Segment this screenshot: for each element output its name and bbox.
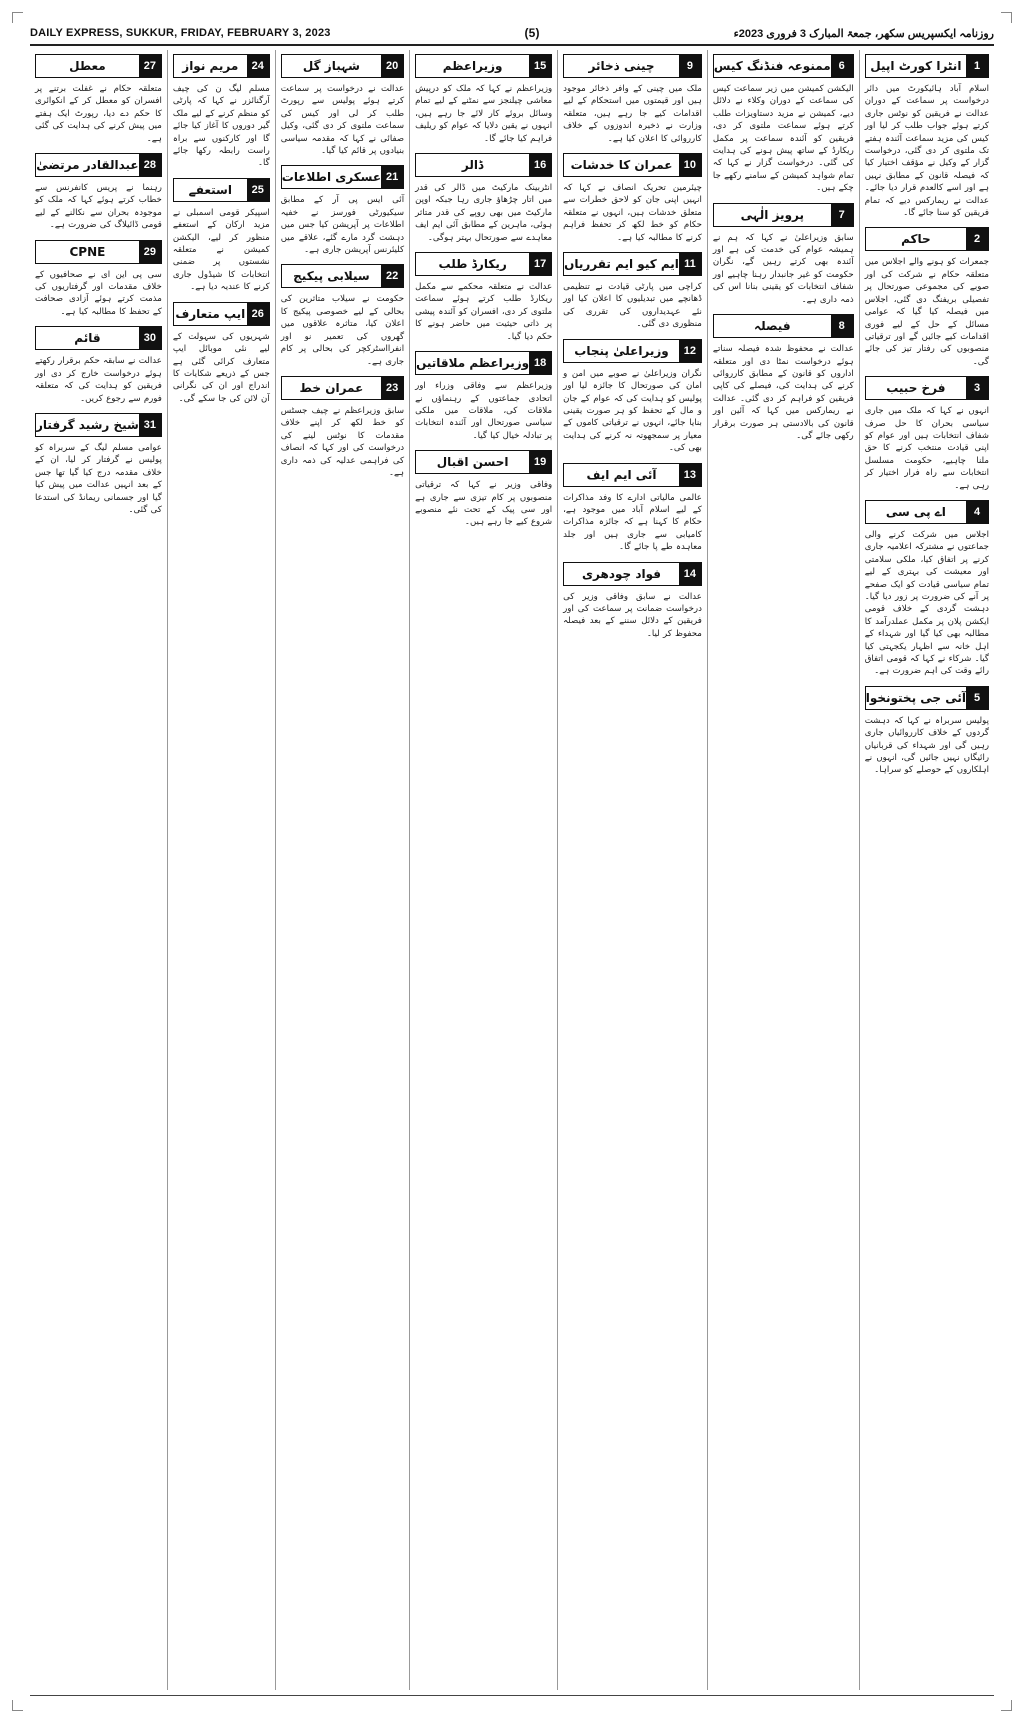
story-number-badge: 8 <box>831 315 853 337</box>
story <box>35 326 162 405</box>
story-number-badge: 11 <box>679 253 701 275</box>
crop-mark-bottom-left <box>12 1700 23 1711</box>
story-headline: انٹرا کورٹ اپیل <box>870 59 962 73</box>
column-2 <box>707 50 859 1690</box>
story <box>713 54 854 195</box>
story-headline-box <box>563 54 702 78</box>
story-body-text: مسلم لیگ ن کی چیف آرگنائزر نے کہا کہ پارٹی کو منظم کرنے کے لیے ملک گیر دوروں کا آغاز کیا جائے گا اور کارکنوں سے براہ راست رابطہ رکھا جائے گا۔ <box>172 84 270 169</box>
story-headline: اے پی سی <box>885 504 946 519</box>
story-headline: ایپ متعارف <box>175 306 246 321</box>
story-headline-box <box>173 54 270 78</box>
story-headline-box <box>865 227 989 251</box>
story-number-badge: 18 <box>529 352 551 374</box>
story-headline-box <box>281 165 404 189</box>
story-number-badge: 9 <box>679 55 701 77</box>
story-body-text: چیئرمین تحریک انصاف نے کہا کہ انہیں اپنی جان کو لاحق خطرات سے متعلق خدشات ہیں، انہوں نے متعلقہ حکام کو خط لکھ کر تحفظ فراہم کرنے کا مطالبہ کیا ہے۔ <box>563 183 702 243</box>
story <box>563 54 702 145</box>
story-number-badge: 17 <box>529 253 551 275</box>
story-number-badge: 30 <box>139 327 161 349</box>
story <box>281 165 404 256</box>
story-headline-box <box>563 153 702 177</box>
story-headline-box <box>415 252 552 276</box>
story-headline: فیصلہ <box>754 319 791 334</box>
story-headline-box <box>415 450 552 474</box>
story <box>563 153 702 244</box>
story <box>563 463 702 554</box>
story-body-text: پولیس سربراہ نے کہا کہ دہشت گردوں کے خلاف کارروائیاں جاری رہیں گی اور شہداء کی قربانیاں رائیگاں نہیں جائیں گی، انہوں نے اہلکاروں کے حوصلے کو سراہا۔ <box>864 715 989 776</box>
story-headline-box <box>35 54 162 78</box>
story-headline-box <box>713 314 854 338</box>
story-number-badge: 13 <box>679 464 701 486</box>
story-body-text: وزیراعظم سے وفاقی وزراء اور اتحادی جماعتوں کے رہنماؤں نے ملاقات کی، ملاقات میں ملکی سیاسی صورتحال اور آئندہ انتخابات پر تبادلہ خیال کیا گیا۔ <box>415 381 553 441</box>
story <box>713 314 854 442</box>
story-headline: ایم کیو ایم تقرریاں <box>564 257 679 272</box>
story <box>865 54 989 219</box>
story-headline: احسن اقبال <box>436 455 509 470</box>
story-headline: استعفے <box>188 182 232 197</box>
story-number-badge: 14 <box>679 563 701 585</box>
story <box>415 351 552 442</box>
page-header <box>30 22 994 46</box>
story-body-text: عالمی مالیاتی ادارے کا وفد مذاکرات کے لیے اسلام آباد میں موجود ہے، حکام کا کہنا ہے کہ جائزہ مذاکرات کامیابی سے جاری ہیں اور جلد معاہدہ طے پا جائے گا۔ <box>563 492 702 553</box>
story-headline-box <box>35 153 162 177</box>
story-headline: قائم <box>74 331 101 346</box>
story-headline: چینی ذخائر <box>588 59 655 73</box>
story-headline: آئی ایم ایف <box>586 467 657 482</box>
story <box>865 500 989 678</box>
story-body-text: عدالت نے محفوظ شدہ فیصلہ سناتے ہوئے درخواست نمٹا دی اور متعلقہ اداروں کو قانون کے مطابق کارروائی کرنے کی ہدایت کی، فیصلے کی کاپی فریقین کو فراہم کر دی گئی۔ عدالت نے ریمارکس میں کہا کہ آئین اور قانون کی بالادستی ہر صورت برقرار رکھی جائے گی۔ <box>712 344 854 441</box>
header-urdu-dateline: روزنامہ ایکسپریس سکھر، جمعۃ المبارک 3 فروری 2023ء <box>733 27 994 40</box>
story-headline: آئی جی پختونخوا <box>865 690 966 705</box>
story-number-badge: 21 <box>381 166 403 188</box>
story-number-badge: 19 <box>529 451 551 473</box>
story-headline-box <box>35 326 162 350</box>
column-4 <box>409 50 557 1690</box>
story-number-badge: 10 <box>679 154 701 176</box>
story <box>35 240 162 319</box>
story-headline-box <box>713 203 854 227</box>
story <box>281 264 404 367</box>
story-number-badge: 1 <box>966 55 988 77</box>
story-body-text: آئی ایس پی آر کے مطابق سیکیورٹی فورسز نے خفیہ اطلاعات پر آپریشن کیا جس میں دہشت گرد مارے گئے، علاقے میں کلیئرنس آپریشن جاری ہے۔ <box>280 195 405 256</box>
story-headline: وزیراعظم <box>442 59 503 73</box>
story-number-badge: 4 <box>966 501 988 523</box>
story-headline: سیلابی پیکیج <box>293 269 370 284</box>
story-headline-box <box>35 240 162 264</box>
story-headline: CPNE <box>69 244 106 259</box>
story <box>563 562 702 641</box>
story-body-text: عدالت نے درخواست پر سماعت کرتے ہوئے پولیس سے رپورٹ طلب کر لی اور کیس کی سماعت ملتوی کر دی گئی، وکیل صفائی نے کہا کہ مقدمہ سیاسی بنیادوں پر قائم کیا گیا۔ <box>280 84 405 157</box>
story-headline-box <box>865 376 989 400</box>
story-body-text: کراچی میں پارٹی قیادت نے تنظیمی ڈھانچے میں تبدیلیوں کا اعلان کیا اور نئے عہدیداروں کی تقرری کی منظوری دی گئی۔ <box>563 282 702 330</box>
story-body-text: عدالت نے سابق وفاقی وزیر کی درخواست ضمانت پر سماعت کی اور فریقین کے دلائل سننے کے بعد فیصلہ محفوظ کر لیا۔ <box>563 591 702 639</box>
story <box>563 252 702 331</box>
story-headline-box <box>563 339 702 363</box>
story-headline: عبدالقادر مرتضیٰ <box>36 158 139 173</box>
story-number-badge: 15 <box>529 55 551 77</box>
story-body-text: انہوں نے کہا کہ ملک میں جاری سیاسی بحران کا حل صرف شفاف انتخابات ہیں اور عوام کو اپنی قیادت منتخب کرنے کا حق ملنا چاہیے، حکومت مسلسل انتخابات سے راہ فرار اختیار کر رہی ہے۔ <box>864 406 989 491</box>
story <box>415 54 552 145</box>
story-headline-box <box>563 252 702 276</box>
story-number-badge: 20 <box>381 55 403 77</box>
story <box>713 203 854 306</box>
story-headline-box <box>415 351 552 375</box>
story-headline-box <box>865 686 989 710</box>
crop-mark-top-left <box>12 12 23 23</box>
story-number-badge: 28 <box>139 154 161 176</box>
story-headline: شہباز گل <box>302 59 360 73</box>
story-number-badge: 24 <box>247 55 269 77</box>
story-number-badge: 23 <box>381 377 403 399</box>
story-number-badge: 3 <box>966 377 988 399</box>
story-headline: ریکارڈ طلب <box>438 257 507 272</box>
story-body-text: نگران وزیراعلیٰ نے صوبے میں امن و امان کی صورتحال کا جائزہ لیا اور پولیس کو ہدایت کی کہ عوام کے جان و مال کے تحفظ کو ہر صورت یقینی بنایا جائے، انہوں نے ترقیاتی کاموں کے معیار پر سمجھوتہ نہ کرنے کی ہدایت بھی کی۔ <box>563 368 702 454</box>
story-body-text: عدالت نے متعلقہ محکمے سے مکمل ریکارڈ طلب کرتے ہوئے سماعت ملتوی کر دی، افسران کو آئندہ پیشی پر ذاتی حیثیت میں حاضر ہونے کا حکم دیا گیا۔ <box>415 282 553 342</box>
story-headline-box <box>281 264 404 288</box>
column-1 <box>859 50 994 1690</box>
story <box>173 302 270 405</box>
story-headline: وزیراعلیٰ پنجاب <box>574 343 669 358</box>
story-number-badge: 27 <box>139 55 161 77</box>
story-body-text: سابق وزیراعظم نے چیف جسٹس کو خط لکھ کر اپنے خلاف مقدمات کا نوٹس لینے کی درخواست کی اور کہا کہ انصاف کی فراہمی عدلیہ کی ذمہ داری ہے۔ <box>280 405 405 478</box>
story-body-text: حکومت نے سیلاب متاثرین کی بحالی کے لیے خصوصی پیکیج کا اعلان کیا، متاثرہ علاقوں میں گھروں کی تعمیر نو اور انفرااسٹرکچر کی بحالی پر کام جاری ہے۔ <box>280 294 405 367</box>
story <box>865 227 989 368</box>
story-body-text: عوامی مسلم لیگ کے سربراہ کو پولیس نے گرفتار کر لیا، ان کے خلاف مقدمہ درج کیا گیا تھا جس کے بعد انہیں عدالت میں پیش کیا گیا اور جسمانی ریمانڈ کی استدعا کی گئی۔ <box>35 442 162 515</box>
story-headline: ممنوعہ فنڈنگ کیس <box>713 59 831 73</box>
story-body-text: رہنما نے پریس کانفرنس سے خطاب کرتے ہوئے کہا کہ ملک کو موجودہ بحران سے نکالنے کے لیے قومی ڈائیلاگ کی ضرورت ہے۔ <box>35 183 162 231</box>
story <box>865 686 989 777</box>
story-headline-box <box>415 153 552 177</box>
story-headline-box <box>563 463 702 487</box>
story-number-badge: 7 <box>831 204 853 226</box>
story <box>415 252 552 343</box>
story-body-text: انٹربینک مارکیٹ میں ڈالر کی قدر میں اتار چڑھاؤ جاری رہا جبکہ اوپن مارکیٹ میں بھی روپے کی قدر متاثر ہوئی، ماہرین کے مطابق آئی ایم ایف معاہدے سے صورتحال بہتر ہوگی۔ <box>415 183 553 243</box>
column-7 <box>30 50 167 1690</box>
story <box>415 450 552 529</box>
story-headline: عسکری اطلاعات <box>281 170 382 185</box>
page-footer-rule <box>30 1695 994 1697</box>
story-body-text: وفاقی وزیر نے کہا کہ ترقیاتی منصوبوں پر کام تیزی سے جاری ہے اور سی پیک کے تحت نئے منصوبے شروع کیے جا رہے ہیں۔ <box>415 480 553 528</box>
story-number-badge: 5 <box>966 687 988 709</box>
story-headline-box <box>563 562 702 586</box>
story-body-text: سابق وزیراعلیٰ نے کہا کہ ہم نے ہمیشہ عوام کی خدمت کی ہے اور آئندہ بھی کرتے رہیں گے، نگران حکومت کو غیر جانبدار رہنا چاہیے اور شفاف انتخابات کو یقینی بنانا اس کی ذمہ داری ہے۔ <box>712 232 854 305</box>
story <box>563 339 702 455</box>
story-body-text: ملک میں چینی کے وافر ذخائر موجود ہیں اور قیمتوں میں استحکام کے لیے اقدامات کیے جا رہے ہیں، متعلقہ وزارت نے ذخیرہ اندوزوں کے خلاف کارروائی کا اعلان کیا ہے۔ <box>563 84 702 144</box>
story-headline: عمران کا خدشات <box>570 158 673 173</box>
story <box>35 413 162 516</box>
story <box>35 54 162 145</box>
crop-mark-bottom-right <box>1001 1700 1012 1711</box>
header-english-dateline: DAILY EXPRESS, SUKKUR, FRIDAY, FEBRUARY 3, 2023 <box>30 27 331 39</box>
story-headline-box <box>281 376 404 400</box>
story-headline-box <box>713 54 854 78</box>
story-number-badge: 31 <box>139 414 161 436</box>
story <box>173 178 270 294</box>
story-body-text: اجلاس میں شرکت کرنے والی جماعتوں نے مشترکہ اعلامیہ جاری کرنے پر اتفاق کیا، ملکی سلامتی اور معیشت کی بہتری کے لیے تمام سیاسی قیادت کو ایک صفحے پر آنے کی ضرورت پر زور دیا گیا۔ دہشت گردی کے خلاف قومی ایکشن پلان پر مکمل عملدرآمد کا مطالبہ بھی کیا گیا اور شہداء کے اہل خانہ سے اظہار یکجہتی کیا گیا۔ شرکاء نے کہا کہ قومی اتفاق رائے وقت کی اہم ضرورت ہے۔ <box>864 529 989 677</box>
story-number-badge: 26 <box>247 303 269 325</box>
story <box>865 376 989 492</box>
story-number-badge: 22 <box>381 265 403 287</box>
story-body-text: وزیراعظم نے کہا کہ ملک کو درپیش معاشی چیلنجز سے نمٹنے کے لیے تمام وسائل بروئے کار لائے جا رہے ہیں، انہوں نے یقین دلایا کہ عوام کو ریلیف فراہم کیا جائے گا۔ <box>415 84 553 144</box>
column-3 <box>557 50 707 1690</box>
story-headline: وزیراعظم ملاقاتیں <box>416 356 530 371</box>
story-headline: ڈالر <box>461 158 484 173</box>
story-headline-box <box>415 54 552 78</box>
story-headline-box <box>173 178 270 202</box>
crop-mark-top-right <box>1001 12 1012 23</box>
story-headline: فواد چودھری <box>582 566 661 581</box>
story-number-badge: 2 <box>966 228 988 250</box>
columns-container <box>30 50 994 1690</box>
story-headline: حاکم <box>901 232 931 247</box>
story <box>281 376 404 479</box>
story <box>35 153 162 232</box>
page-number: (5) <box>524 26 540 40</box>
story-number-badge: 25 <box>247 179 269 201</box>
column-6 <box>167 50 275 1690</box>
story-headline-box <box>173 302 270 326</box>
story-number-badge: 29 <box>139 241 161 263</box>
story-headline-box <box>281 54 404 78</box>
story <box>415 153 552 244</box>
story-number-badge: 16 <box>529 154 551 176</box>
story <box>281 54 404 157</box>
story-body-text: جمعرات کو ہونے والے اجلاس میں متعلقہ حکام نے شرکت کی اور صوبے کی مجموعی صورتحال پر تفصیلی بریفنگ دی گئی، اجلاس میں فیصلہ کیا گیا کہ عوامی مسائل کے حل کے لیے فوری اقدامات کیے جائیں گے اور ترقیاتی منصوبوں کی رفتار تیز کی جائے گی۔ <box>864 257 989 367</box>
story-number-badge: 12 <box>679 340 701 362</box>
story-body-text: اسپیکر قومی اسمبلی نے مزید ارکان کے استعفے منظور کر لیے، الیکشن کمیشن نے متعلقہ نشستوں پر ضمنی انتخابات کا شیڈول جاری کرنے کا عندیہ دیا ہے۔ <box>172 207 270 293</box>
story-body-text: سی پی این ای نے صحافیوں کے خلاف مقدمات اور گرفتاریوں کی مذمت کرتے ہوئے آزادی صحافت کے تحفظ کا مطالبہ کیا ہے۔ <box>35 269 162 317</box>
story-headline: شیخ رشید گرفتار <box>36 417 139 432</box>
story-body-text: اسلام آباد ہائیکورٹ میں دائر درخواست پر سماعت کے دوران عدالت نے فریقین کو نوٹس جاری کرتے ہوئے جواب طلب کر لیا اور کیس کی مزید سماعت آئندہ ہفتے تک ملتوی کر دی گئی، درخواست گزار کے وکیل نے مؤقف اختیار کیا کہ فیصلہ قانون کے مطابق نہیں ہے اور اسے کالعدم قرار دیا جائے۔ عدالت نے ریمارکس دیے کہ تمام فریقین کو سنا جائے گا۔ <box>864 84 989 219</box>
story-headline: معطل <box>69 59 106 73</box>
story-headline: پرویز الٰہی <box>740 207 804 222</box>
story <box>173 54 270 170</box>
story-headline-box <box>865 54 989 78</box>
story-body-text: الیکشن کمیشن میں زیر سماعت کیس کی سماعت کے دوران وکلاء نے دلائل دیے، کمیشن نے مزید دستاویزات طلب کرتے ہوئے سماعت ملتوی کر دی، فریقین کو آئندہ سماعت پر مکمل ریکارڈ کے ساتھ پیش ہونے کی ہدایت کی گئی۔ درخواست گزار نے کہا کہ تمام شواہد کمیشن کے سامنے رکھے جا چکے ہیں۔ <box>712 84 854 194</box>
story-headline-box <box>35 413 162 437</box>
story-number-badge: 6 <box>831 55 853 77</box>
story-headline: مریم نواز <box>182 59 239 73</box>
story-headline: فرخ حبیب <box>886 381 946 396</box>
story-body-text: متعلقہ حکام نے غفلت برتنے پر افسران کو معطل کر کے انکوائری کا حکم دے دیا، رپورٹ ایک ہفتے میں پیش کرنے کی ہدایت کی گئی ہے۔ <box>35 84 162 144</box>
story-headline-box <box>865 500 989 524</box>
story-headline: عمران خط <box>299 380 364 395</box>
story-body-text: شہریوں کی سہولت کے لیے نئی موبائل ایپ متعارف کرائی گئی ہے جس کے ذریعے شکایات کا اندراج اور ان کی نگرانی آن لائن کی جا سکے گی۔ <box>172 331 270 404</box>
story-body-text: عدالت نے سابقہ حکم برقرار رکھتے ہوئے درخواست خارج کر دی اور فریقین کو ہدایت کی کہ متعلقہ فورم سے رجوع کریں۔ <box>35 356 162 404</box>
column-5 <box>275 50 409 1690</box>
